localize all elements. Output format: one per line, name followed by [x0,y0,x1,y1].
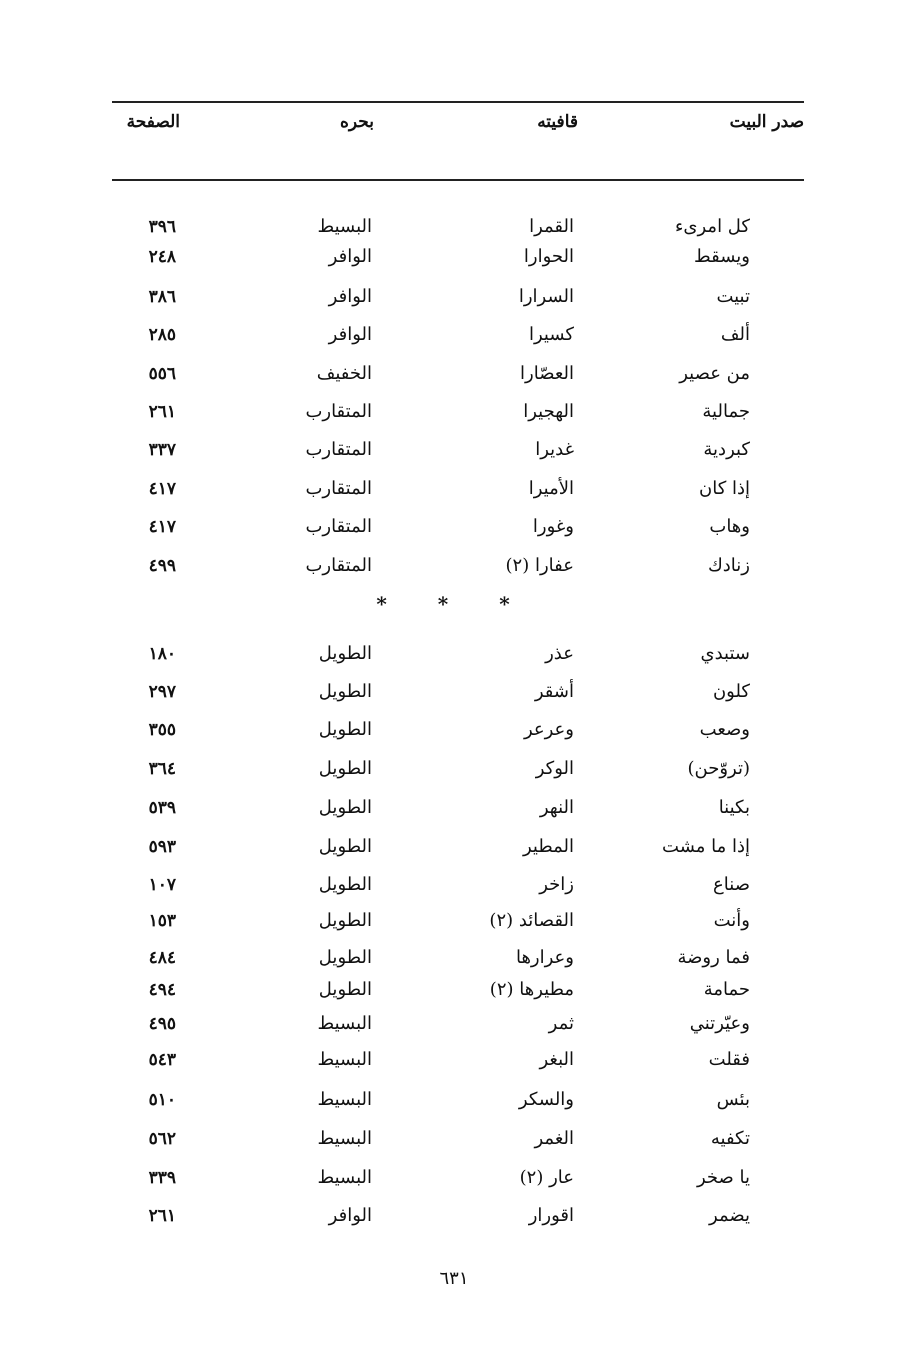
rhyme-cell: القصائد (٢) [489,910,574,931]
page-ref-cell: ٣٣٧ [148,440,176,460]
page-ref-cell: ١٥٣ [148,911,176,931]
meter-cell: البسيط [317,1167,372,1188]
rhyme-cell: وعرعر [523,719,574,740]
meter-cell: الوافر [328,324,372,345]
page-ref-cell: ٤٩٥ [148,1014,176,1034]
page-ref-cell: ٥٥٦ [148,364,176,384]
meter-cell: البسيط [317,1049,372,1070]
rhyme-cell: ثمر [548,1013,574,1034]
meter-cell: الطويل [318,836,372,857]
rhyme-cell: القمرا [529,216,574,237]
page-ref-cell: ٤٩٩ [148,556,176,576]
rhyme-cell: الوكر [535,758,574,779]
page-ref-cell: ٥٩٣ [148,837,176,857]
verse-opening-cell: زنادك [707,555,750,576]
verse-opening-cell: بئس [716,1089,750,1110]
page-ref-cell: ٤٩٤ [148,980,176,1000]
meter-cell: البسيط [317,1013,372,1034]
meter-cell: الوافر [328,246,372,267]
header-verse-opening: صدر البيت [729,112,804,132]
verse-opening-cell: إذا كان [698,478,750,499]
header-page: الصفحة [126,112,180,132]
verse-opening-cell: كبردية [703,439,750,460]
meter-cell: الطويل [318,797,372,818]
page-ref-cell: ٤١٧ [148,517,176,537]
meter-cell: الطويل [318,910,372,931]
verse-opening-cell: ستبدي [700,643,750,664]
page-ref-cell: ٥١٠ [148,1090,176,1110]
verse-opening-cell: صناع [713,874,750,895]
meter-cell: المتقارب [305,555,372,576]
verse-opening-cell: جمالية [702,401,750,422]
meter-cell: الطويل [318,874,372,895]
verse-opening-cell: يضمر [709,1205,750,1226]
verse-opening-cell: ويسقط [694,246,750,267]
rhyme-cell: الأميرا [528,478,574,499]
meter-cell: الطويل [318,643,372,664]
page-ref-cell: ١٠٧ [148,875,176,895]
page-ref-cell: ٥٣٩ [148,798,176,818]
meter-cell: البسيط [317,1089,372,1110]
page-ref-cell: ٢٦١ [148,402,176,422]
meter-cell: الوافر [328,286,372,307]
top-rule [112,101,804,103]
meter-cell: المتقارب [305,516,372,537]
verse-opening-cell: كل امرىء [674,216,750,237]
page-ref-cell: ٣٩٦ [148,217,176,237]
rhyme-cell: المطير [522,836,574,857]
meter-cell: المتقارب [305,478,372,499]
meter-cell: الخفيف [316,363,372,384]
meter-cell: الطويل [318,719,372,740]
meter-cell: البسيط [317,216,372,237]
verse-opening-cell: يا صخر [696,1167,750,1188]
verse-opening-cell: من عصير [679,363,750,384]
verse-opening-cell: فقلت [708,1049,750,1070]
page-ref-cell: ٤١٧ [148,479,176,499]
rhyme-cell: العصّارا [520,363,574,384]
verse-opening-cell: فما روضة [677,947,750,968]
meter-cell: الطويل [318,681,372,702]
page-ref-cell: ٣٨٦ [148,287,176,307]
page-ref-cell: ٤٨٤ [148,948,176,968]
rhyme-cell: وعرارها [515,947,574,968]
page-ref-cell: ٣٦٤ [148,759,176,779]
rhyme-cell: وغورا [532,516,574,537]
verse-opening-cell: وعيّرتني [689,1013,750,1034]
meter-cell: الوافر [328,1205,372,1226]
meter-cell: الطويل [318,758,372,779]
rhyme-cell: السرارا [518,286,574,307]
page-number: ٦٣١ [439,1268,469,1289]
header-rhyme: قافيته [537,112,578,132]
verse-opening-cell: بكينا [718,797,750,818]
rhyme-cell: كسيرا [529,324,574,345]
verse-opening-cell: (تروّحن) [687,758,750,779]
header-bottom-rule [112,179,804,181]
verse-opening-cell: وهاب [709,516,750,537]
rhyme-cell: عار (٢) [519,1167,574,1188]
meter-cell: الطويل [318,979,372,1000]
page-ref-cell: ١٨٠ [148,644,176,664]
page-ref-cell: ٢٩٧ [148,682,176,702]
verse-opening-cell: وأنت [713,910,750,931]
rhyme-cell: الحوارا [523,246,574,267]
rhyme-cell: والسكر [518,1089,574,1110]
rhyme-cell: زاخر [539,874,574,895]
meter-cell: المتقارب [305,439,372,460]
rhyme-cell: النهر [539,797,574,818]
rhyme-cell: غديرا [535,439,574,460]
rhyme-cell: مطيرها (٢) [489,979,574,1000]
verse-opening-cell: تبيت [716,286,750,307]
page-ref-cell: ٥٦٢ [148,1129,176,1149]
page-ref-cell: ٢٤٨ [148,247,176,267]
rhyme-cell: أشقر [534,681,574,702]
meter-cell: الطويل [318,947,372,968]
verse-opening-cell: إذا ما مشت [662,836,750,857]
rhyme-cell: عذر [545,643,574,664]
verse-opening-cell: كلون [712,681,750,702]
meter-cell: البسيط [317,1128,372,1149]
rhyme-cell: عفارا (٢) [505,555,574,576]
page-ref-cell: ٢٦١ [148,1206,176,1226]
page-ref-cell: ٥٤٣ [148,1050,176,1070]
rhyme-cell: الهجيرا [523,401,574,422]
page-ref-cell: ٣٣٩ [148,1168,176,1188]
section-separator: * * * [376,592,532,616]
page-ref-cell: ٢٨٥ [148,325,176,345]
verse-opening-cell: وصعب [699,719,750,740]
page-ref-cell: ٣٥٥ [148,720,176,740]
meter-cell: المتقارب [305,401,372,422]
rhyme-cell: اقورار [528,1205,574,1226]
rhyme-cell: البغر [539,1049,574,1070]
verse-opening-cell: تكفيه [710,1128,750,1149]
verse-opening-cell: حمامة [703,979,750,1000]
header-meter: بحره [340,112,374,132]
rhyme-cell: الغمر [534,1128,574,1149]
verse-opening-cell: ألف [720,324,750,345]
